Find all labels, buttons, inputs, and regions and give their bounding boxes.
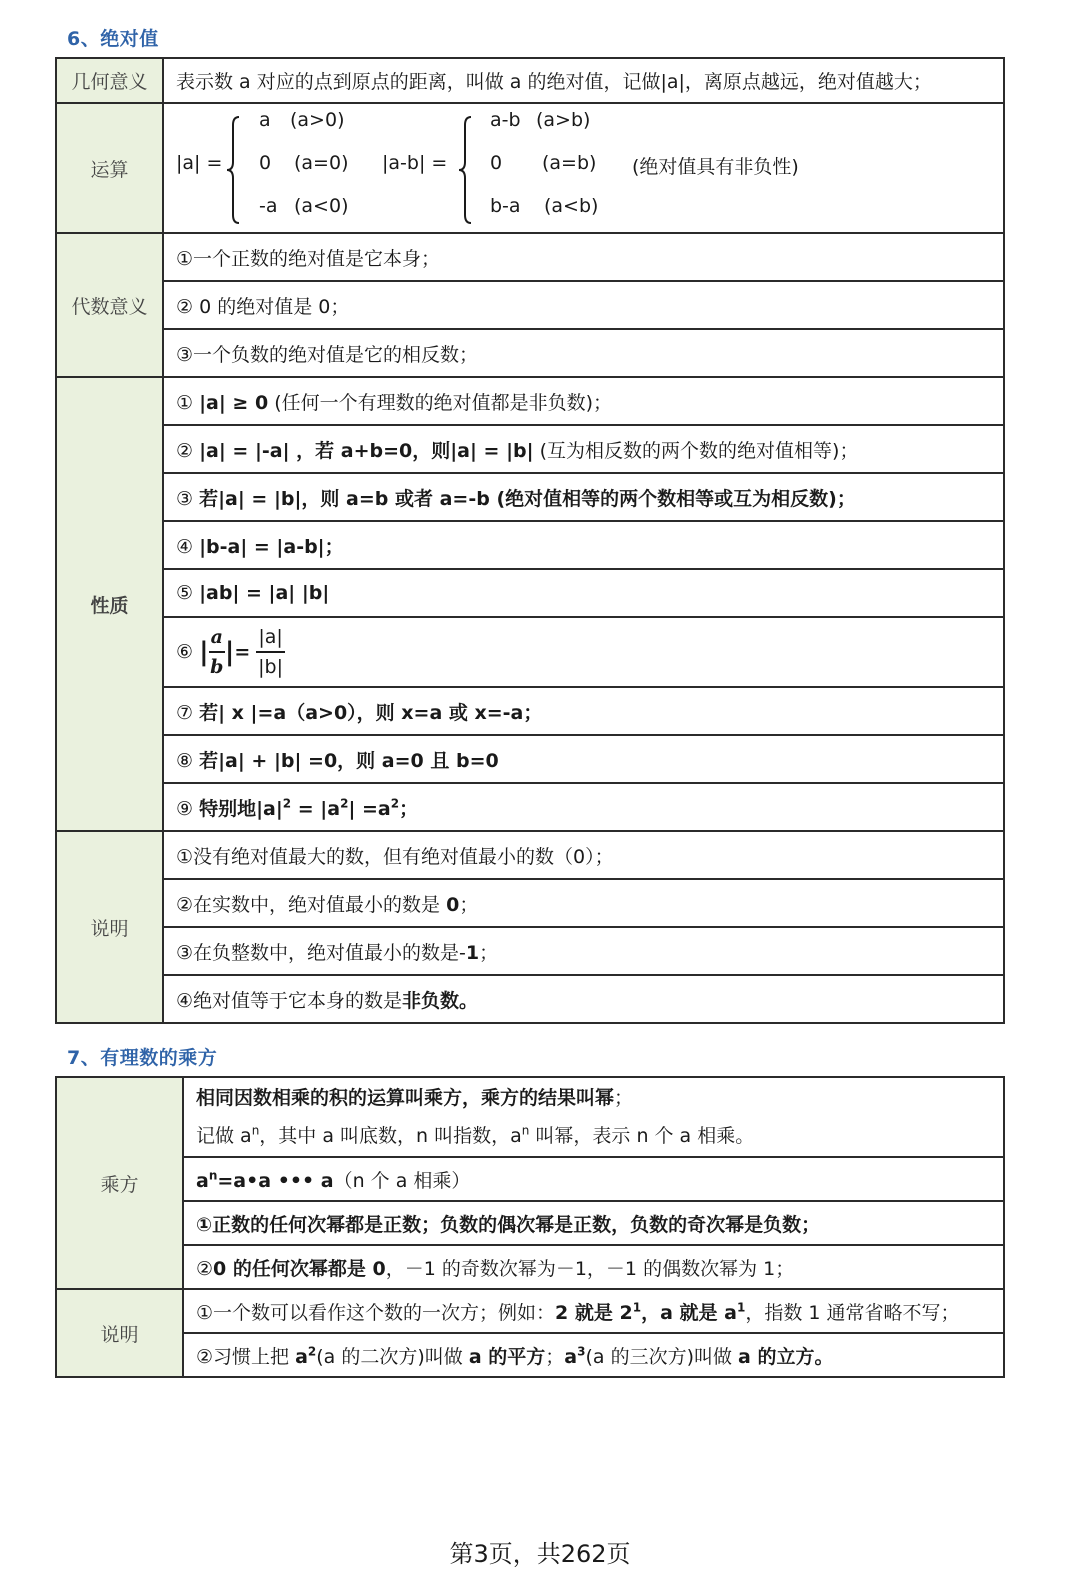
case-2-cond: (a=b) — [542, 152, 597, 174]
table-row — [56, 281, 1004, 329]
table-row — [56, 521, 1004, 569]
row-label-operation: 运算 — [56, 103, 163, 233]
table-row — [56, 1245, 1004, 1289]
powers-table — [55, 1076, 1005, 1378]
table-row — [56, 831, 1004, 879]
left-brace-icon — [226, 115, 240, 225]
section-7-title: 7、有理数的乘方 — [67, 1047, 218, 1069]
table-row — [56, 425, 1004, 473]
case-2-cond: (a>b) — [536, 109, 591, 131]
table-row — [56, 1157, 1004, 1201]
note-2: ②在实数中，绝对值最小的数是 0； — [163, 879, 1004, 927]
table-row — [56, 233, 1004, 281]
abs-a-lhs: |a| = — [176, 152, 223, 174]
note-1: ①没有绝对值最大的数，但有绝对值最小的数（0）； — [163, 831, 1004, 879]
table-row — [56, 735, 1004, 783]
row-label-notes: 说明 — [56, 831, 163, 1023]
note-4: ④绝对值等于它本身的数是非负数。 — [163, 975, 1004, 1023]
algebra-item: ② 0 的绝对值是 0； — [163, 281, 1004, 329]
table-row — [56, 569, 1004, 617]
case-2-value: 0 — [490, 152, 503, 174]
abs-a-minus-b-lhs: |a-b| = — [382, 152, 448, 174]
absolute-value-table — [55, 57, 1005, 1024]
case-1-cond: (a=0) — [294, 152, 349, 174]
table-row — [56, 377, 1004, 425]
fraction-a-over-b: $\frac{a}{b}$ — [209, 623, 225, 681]
case-1-value: a — [259, 109, 271, 131]
table-row — [56, 975, 1004, 1023]
page-footer: 第3页，共262页 — [449, 1540, 631, 1568]
property-5: ⑤ |ab| = |a| |b| — [163, 569, 1004, 617]
fraction-abs-a-over-abs-b: $\frac{|a|}{|b|}$ — [256, 623, 284, 681]
algebra-item: ①一个正数的绝对值是它本身； — [163, 233, 1004, 281]
table-row — [56, 1077, 1004, 1157]
property-6: ⑥ | $\frac{a}{b}$ |= $\frac{|a|}{|b|}$ — [163, 617, 1004, 687]
row-label-geometry: 几何意义 — [56, 58, 163, 103]
power-zero-rule: ②0 的任何次幂都是 0，－1 的奇数次幂为－1，－1 的偶数次幂为 1； — [183, 1245, 1004, 1289]
property-1: ① |a| ≥ 0 (任何一个有理数的绝对值都是非负数)； — [163, 377, 1004, 425]
operation-cell — [163, 103, 1004, 233]
table-row — [56, 1201, 1004, 1245]
property-9: ⑨ 特别地$|a|^2 = |a^2| =a^2$； — [163, 783, 1004, 831]
table-row — [56, 1289, 1004, 1333]
case-1-value: 0 — [259, 152, 272, 174]
case-1-cond: (a<0) — [294, 195, 349, 217]
row-label-properties: 性质 — [56, 377, 163, 831]
row-label-power-notes: 说明 — [56, 1289, 183, 1377]
power-formula: $a^n=a•a$ ••• a（n 个 a 相乘） — [183, 1157, 1004, 1201]
table-row — [56, 473, 1004, 521]
case-2-value: b-a — [490, 195, 521, 217]
property-7: ⑦ 若| x |=a（a>0），则 x=a 或 x=-a； — [163, 687, 1004, 735]
table-row — [56, 103, 1004, 233]
table-row — [56, 329, 1004, 377]
table-row — [56, 879, 1004, 927]
case-1-cond: (a>0) — [290, 109, 345, 131]
property-2: ② |a| = |-a| ，若 a+b=0，则|a| = |b| (互为相反数的两个数的绝对值相等)； — [163, 425, 1004, 473]
power-definition: 相同因数相乘的积的运算叫乘方，乘方的结果叫幂； 记做 $a^n$，其中 a 叫底数，n 叫指数，$a^n$ 叫幂，表示 n 个 a 相乘。 — [183, 1077, 1004, 1157]
table-row — [56, 58, 1004, 103]
property-3: ③ 若|a| = |b|，则 a=b 或者 a=-b (绝对值相等的两个数相等或互为相反数)； — [163, 473, 1004, 521]
power-sign-rule: ①正数的任何次幂都是正数；负数的偶次幂是正数，负数的奇次幂是负数； — [183, 1201, 1004, 1245]
power-note-2: ②习惯上把 $a^2(a$ 的二次方)叫做 a 的平方；$a^3(a$ 的三次方)叫做 a 的立方。 — [183, 1333, 1004, 1377]
note-3: ③在负整数中，绝对值最小的数是-1； — [163, 927, 1004, 975]
case-1-value: -a — [259, 195, 278, 217]
algebra-item: ③一个负数的绝对值是它的相反数； — [163, 329, 1004, 377]
table-row — [56, 1333, 1004, 1377]
geometry-text: 表示数 a 对应的点到原点的距离，叫做 a 的绝对值，记做|a|，离原点越远，绝对值越大； — [163, 58, 1004, 103]
property-4: ④ |b-a| = |a-b|； — [163, 521, 1004, 569]
row-label-power: 乘方 — [56, 1077, 183, 1289]
table-row — [56, 927, 1004, 975]
table-row — [56, 783, 1004, 831]
left-brace-icon — [458, 115, 472, 225]
case-2-value: a-b — [490, 109, 521, 131]
table-row — [56, 687, 1004, 735]
table-row — [56, 617, 1004, 687]
property-8: ⑧ 若|a| + |b| =0，则 a=0 且 b=0 — [163, 735, 1004, 783]
power-note-1: ①一个数可以看作这个数的一次方；例如：2 就是 $2^1$，a 就是 $a^1$，指数 1 通常省略不写； — [183, 1289, 1004, 1333]
case-2-cond: (a<b) — [544, 195, 599, 217]
section-6-title: 6、绝对值 — [67, 28, 159, 50]
non-negativity-note: (绝对值具有非负性) — [632, 156, 799, 178]
row-label-algebra: 代数意义 — [56, 233, 163, 377]
